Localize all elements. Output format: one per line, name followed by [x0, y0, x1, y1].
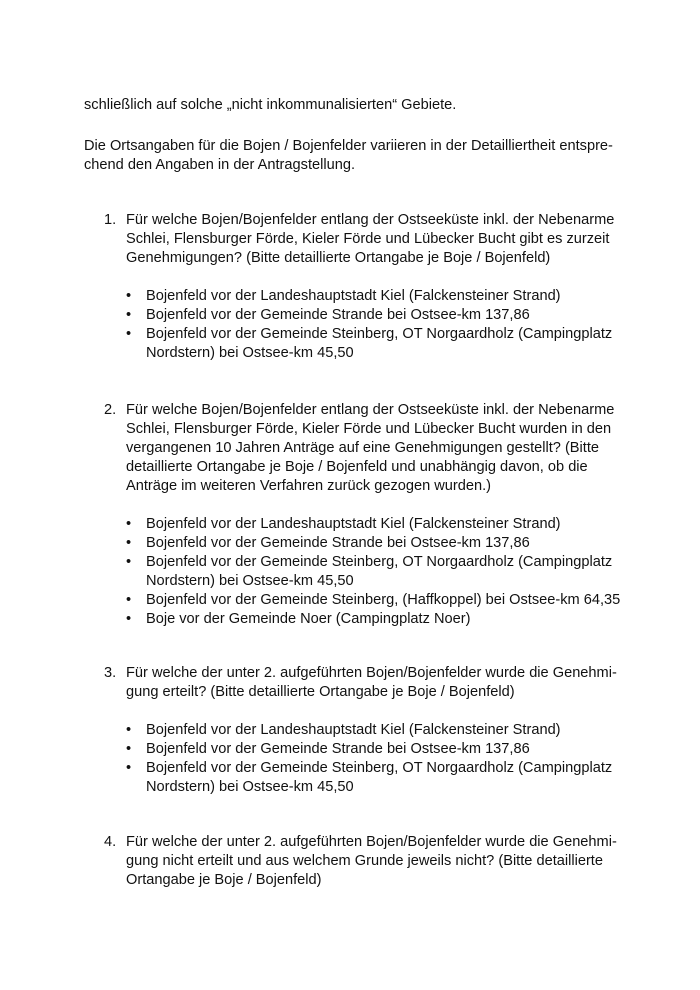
question-number: 1.: [104, 212, 117, 228]
question-1: [84, 211, 624, 363]
list-item-text: Bojenfeld vor der Gemeinde Steinberg, OT Norgaardholz (Campingplatz Nordstern) bei Ostsee-km 45,50: [146, 554, 613, 589]
intro-line: schließlich auf solche „nicht inkommunalisierten“ Gebiete.: [84, 97, 457, 113]
list-item: [126, 325, 622, 363]
question-2: [84, 401, 624, 629]
list-item-text: Bojenfeld vor der Gemeinde Steinberg, OT Norgaardholz (Campingplatz Nordstern) bei Ostsee-km 45,50: [146, 760, 613, 795]
question-number: 4.: [104, 834, 117, 850]
answer-list: [126, 721, 622, 797]
question-4: [84, 833, 624, 890]
list-item: [126, 515, 622, 534]
list-item-text: Bojenfeld vor der Gemeinde Steinberg, OT Norgaardholz (Campingplatz Nordstern) bei Ostsee-km 45,50: [146, 326, 613, 361]
question-text: Für welche Bojen/Bojenfelder entlang der Ostseeküste inkl. der Nebenarme Schlei, Flensburger Förde, Kieler Förde und Lübecker Bucht wurden in den vergangenen 10 Jahren Anträge auf eine Genehmigungen gestellt? (Bitte detaillierte Ortangabe je Boje / Bojenfeld und unabhängig davon, ob die Anträge im weiteren Verfahren zurück gezogen wurden.): [126, 402, 615, 494]
list-item-text: Bojenfeld vor der Gemeinde Steinberg, (Haffkoppel) bei Ostsee-km 64,35: [146, 592, 621, 608]
list-item-text: Boje vor der Gemeinde Noer (Campingplatz Noer): [146, 611, 471, 627]
list-item: [126, 534, 622, 553]
question-text: Für welche der unter 2. aufgeführten Bojen/Bojenfelder wurde die Genehmigung nicht erteilt und aus welchem Grunde jeweils nicht? (Bitte detaillierte Ortangabe je Boje / Bojenfeld): [126, 834, 617, 888]
answer-list: [126, 515, 622, 629]
list-item-text: Bojenfeld vor der Landeshauptstadt Kiel (Falckensteiner Strand): [146, 288, 561, 304]
list-item: [126, 553, 622, 591]
bullet-icon: •: [126, 741, 132, 757]
list-item: [126, 591, 622, 610]
answer-list: [126, 287, 622, 363]
list-item: [126, 721, 622, 740]
bullet-icon: •: [126, 535, 132, 551]
list-item-text: Bojenfeld vor der Gemeinde Strande bei Ostsee-km 137,86: [146, 535, 530, 551]
question-text: Für welche der unter 2. aufgeführten Bojen/Bojenfelder wurde die Genehmigung erteilt? (Bitte detaillierte Ortangabe je Boje / Bojenfeld): [126, 665, 617, 700]
bullet-icon: •: [126, 554, 132, 570]
list-item: [126, 306, 622, 325]
list-item-text: Bojenfeld vor der Gemeinde Strande bei Ostsee-km 137,86: [146, 307, 530, 323]
bullet-icon: •: [126, 516, 132, 532]
list-item: [126, 610, 622, 629]
bullet-icon: •: [126, 592, 132, 608]
list-item: [126, 287, 622, 306]
list-item-text: Bojenfeld vor der Gemeinde Strande bei Ostsee-km 137,86: [146, 741, 530, 757]
list-item-text: Bojenfeld vor der Landeshauptstadt Kiel (Falckensteiner Strand): [146, 516, 561, 532]
list-item: [126, 740, 622, 759]
list-item: [126, 759, 622, 797]
intro-paragraph: Die Ortsangaben für die Bojen / Bojenfelder variieren in der Detailliertheit entsprechend den Angaben in der Antragstellung.: [84, 138, 613, 173]
question-number: 2.: [104, 402, 117, 418]
bullet-icon: •: [126, 611, 132, 627]
question-number: 3.: [104, 665, 117, 681]
bullet-icon: •: [126, 307, 132, 323]
question-text: Für welche Bojen/Bojenfelder entlang der Ostseeküste inkl. der Nebenarme Schlei, Flensburger Förde, Kieler Förde und Lübecker Bucht gibt es zurzeit Genehmigungen? (Bitte detaillierte Ortangabe je Boje / Bojenfeld): [126, 212, 615, 266]
list-item-text: Bojenfeld vor der Landeshauptstadt Kiel (Falckensteiner Strand): [146, 722, 561, 738]
bullet-icon: •: [126, 288, 132, 304]
bullet-icon: •: [126, 760, 132, 776]
bullet-icon: •: [126, 722, 132, 738]
question-3: [84, 664, 624, 797]
bullet-icon: •: [126, 326, 132, 342]
